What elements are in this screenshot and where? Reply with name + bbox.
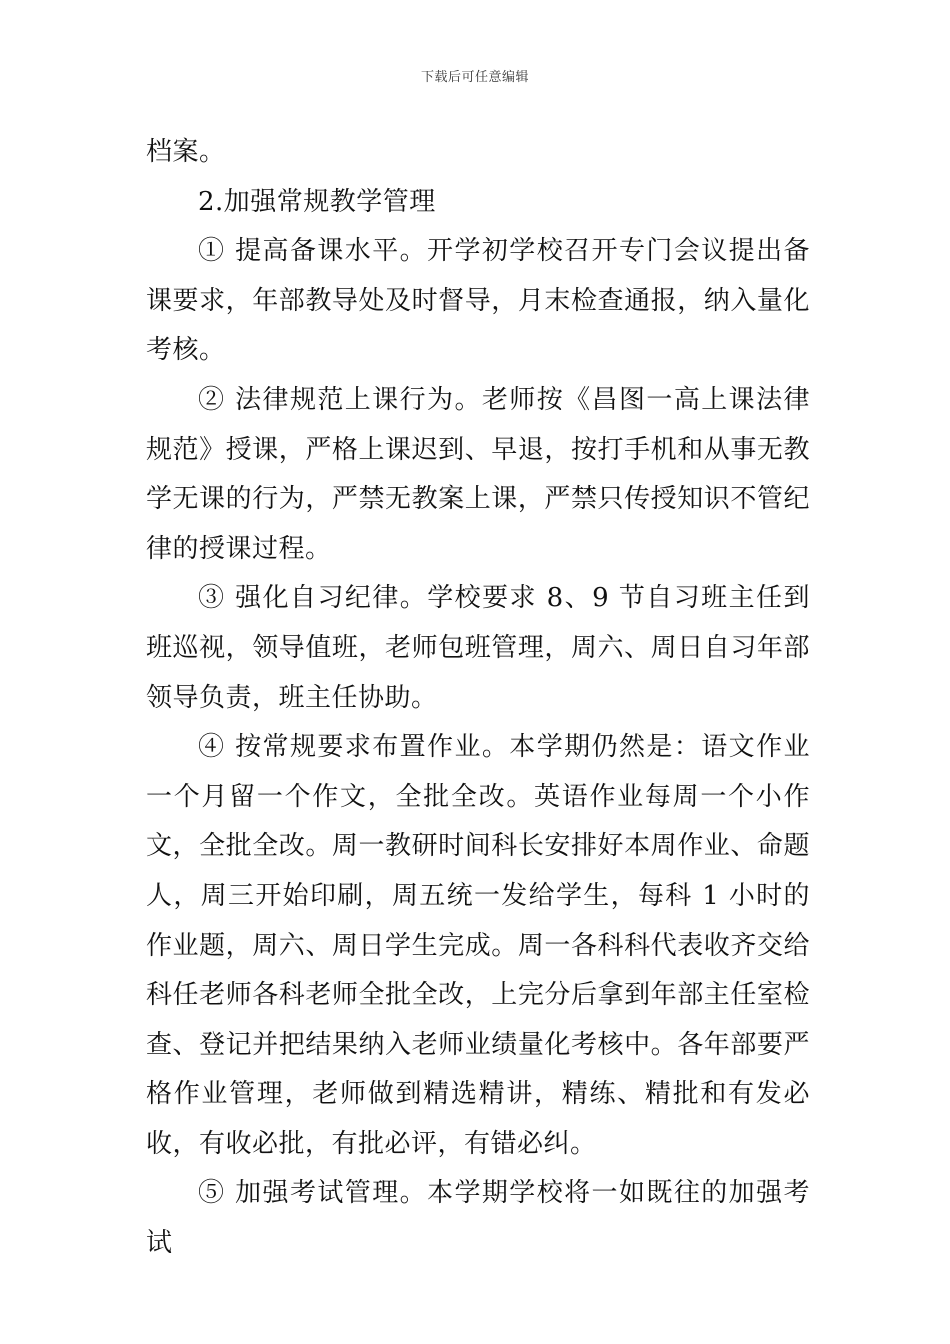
- paragraph-item-3: ③ 强化自习纪律。学校要求 8、9 节自习班主任到班巡视，领导值班，老师包班管理，周六、周日自习年部领导负责，班主任协助。: [146, 583, 810, 713]
- paragraph-item-5: ⑤ 加强考试管理。本学期学校将一如既往的加强考试: [146, 1178, 810, 1259]
- paragraph-continuation: 档案。: [146, 137, 226, 167]
- page-header: 下载后可任意编辑: [420, 70, 529, 85]
- paragraph-item-1: ① 提高备课水平。开学初学校召开专门会议提出备课要求，年部教导处及时督导，月末检查通报，纳入量化考核。: [146, 236, 810, 366]
- paragraph-item-4: ④ 按常规要求布置作业。本学期仍然是：语文作业一个月留一个作文，全批全改。英语作业每周一个小作文，全批全改。周一教研时间科长安排好本周作业、命题人，周三开始印刷，周五统一发给学生，每科 1 小时的作业题，周六、周日学生完成。周一各科科代表收齐交给科任老师各科老师全批全改，上完分后拿到年部主任室检查、登记并把结果纳入老师业绩量化考核中。各年部要严格作业管理，老师做到精选精讲，精练、精批和有发必收，有收必批，有批必评，有错必纠。: [146, 732, 810, 1159]
- section-heading: 2.加强常规教学管理: [198, 186, 436, 217]
- paragraph-item-2: ② 法律规范上课行为。老师按《昌图一高上课法律规范》授课，严格上课迟到、早退，按打手机和从事无教学无课的行为，严禁无教案上课，严禁只传授知识不管纪律的授课过程。: [146, 384, 810, 564]
- document-body: [146, 128, 810, 1269]
